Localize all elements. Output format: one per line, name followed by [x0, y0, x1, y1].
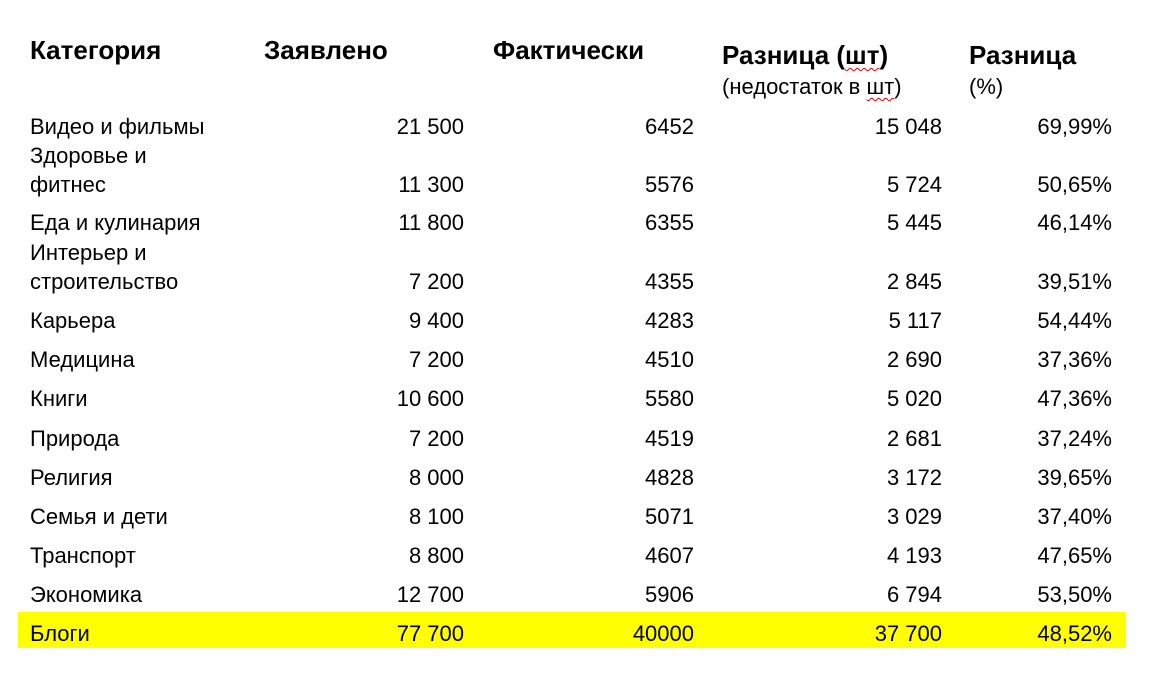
cell-diff-pct: 48,52% — [1037, 621, 1112, 646]
cell-declared: 11 300 — [398, 172, 464, 197]
table-row — [18, 541, 1126, 570]
header-diff-units-c: ) — [879, 40, 889, 70]
cell-actual: 6355 — [645, 210, 694, 235]
cell-diff-units: 5 724 — [886, 172, 942, 197]
cell-diff-pct: 53,50% — [1037, 582, 1112, 607]
cell-diff-pct: 47,36% — [1037, 386, 1112, 411]
header-declared: Заявлено — [264, 35, 388, 65]
cell-diff-units: 2 690 — [886, 347, 942, 372]
cell-declared: 7 200 — [408, 426, 464, 451]
header-diff-units-sub-c: ) — [894, 74, 902, 99]
table-row-total — [18, 612, 1126, 648]
cell-diff-units: 3 029 — [886, 504, 942, 529]
table-row — [18, 502, 1126, 531]
header-diff-units-sub-a: (недостаток в — [722, 74, 867, 99]
cell-category: Религия — [30, 465, 113, 490]
cell-diff-units: 2 845 — [886, 269, 942, 294]
header-diff-units-sub — [722, 74, 902, 100]
cell-category: Медицина — [30, 347, 135, 372]
cell-category: Еда и кулинария — [30, 210, 201, 235]
header-category: Категория — [30, 35, 162, 65]
cell-category: Карьера — [30, 308, 116, 333]
cell-actual: 40000 — [632, 621, 694, 646]
cell-actual: 5580 — [645, 386, 694, 411]
cell-category: Экономика — [30, 582, 143, 607]
cell-diff-pct: 37,36% — [1037, 347, 1112, 372]
cell-actual: 5576 — [645, 172, 694, 197]
table-row — [18, 463, 1126, 492]
cell-category: Книги — [30, 386, 88, 411]
cell-declared: 10 600 — [396, 386, 464, 411]
cell-diff-units: 5 117 — [888, 308, 942, 333]
cell-category: Природа — [30, 426, 120, 451]
cell-actual: 5906 — [645, 582, 694, 607]
cell-actual: 4519 — [645, 426, 694, 451]
cell-category: Блоги — [30, 621, 90, 646]
cell-declared: 7 200 — [408, 347, 464, 372]
table-row — [18, 112, 1126, 141]
cell-diff-units: 6 794 — [886, 582, 942, 607]
cell-diff-pct: 54,44% — [1037, 308, 1112, 333]
cell-category-line1: Интерьер и — [30, 240, 147, 265]
cell-category-line2: строительство — [30, 269, 179, 294]
cell-declared: 12 700 — [396, 582, 464, 607]
cell-declared: 11 800 — [398, 210, 464, 235]
table-row — [18, 141, 1126, 199]
cell-actual: 6452 — [645, 114, 694, 139]
cell-declared: 9 400 — [408, 308, 464, 333]
cell-declared: 21 500 — [396, 114, 464, 139]
table-row — [18, 384, 1126, 413]
cell-diff-pct: 69,99% — [1037, 114, 1112, 139]
cell-category: Транспорт — [30, 543, 136, 568]
cell-declared: 8 000 — [408, 465, 464, 490]
cell-declared: 8 100 — [408, 504, 464, 529]
cell-category-line1: Здоровье и — [30, 143, 147, 168]
cell-diff-pct: 39,51% — [1037, 269, 1112, 294]
cell-category: Видео и фильмы — [30, 114, 205, 139]
header-diff-units-sub-b: шт — [866, 74, 895, 99]
header-diff-units-a: Разница ( — [722, 40, 846, 70]
cell-diff-units: 37 700 — [874, 621, 942, 646]
cell-diff-units: 5 020 — [886, 386, 942, 411]
header-actual: Фактически — [493, 35, 645, 65]
cell-diff-pct: 46,14% — [1037, 210, 1112, 235]
cell-actual: 4283 — [645, 308, 694, 333]
table-row — [18, 306, 1126, 335]
cell-diff-units: 3 172 — [886, 465, 942, 490]
cell-diff-pct: 37,24% — [1037, 426, 1112, 451]
cell-declared: 8 800 — [408, 543, 464, 568]
table-row — [18, 580, 1126, 609]
cell-declared: 77 700 — [396, 621, 464, 646]
cell-actual: 4607 — [645, 543, 694, 568]
cell-category: Семья и дети — [30, 504, 168, 529]
table-row — [18, 424, 1126, 453]
table-row — [18, 345, 1126, 374]
cell-diff-units: 15 048 — [874, 114, 942, 139]
cell-category-line2: фитнес — [30, 172, 106, 197]
table-row — [18, 238, 1126, 296]
cell-declared: 7 200 — [408, 269, 464, 294]
cell-actual: 4355 — [645, 269, 694, 294]
header-diff-pct: Разница — [969, 40, 1077, 70]
cell-diff-pct: 39,65% — [1037, 465, 1112, 490]
cell-diff-units: 5 445 — [886, 210, 942, 235]
header-diff-units-b: шт — [845, 40, 880, 70]
cell-diff-units: 4 193 — [886, 543, 942, 568]
header-diff-units — [722, 40, 888, 70]
cell-actual: 5071 — [645, 504, 694, 529]
cell-diff-pct: 37,40% — [1037, 504, 1112, 529]
header-diff-pct-sub: (%) — [969, 74, 1004, 99]
table-row — [18, 208, 1126, 237]
cell-diff-pct: 50,65% — [1037, 172, 1112, 197]
cell-diff-units: 2 681 — [886, 426, 942, 451]
cell-actual: 4510 — [645, 347, 694, 372]
cell-actual: 4828 — [645, 465, 694, 490]
cell-diff-pct: 47,65% — [1037, 543, 1112, 568]
